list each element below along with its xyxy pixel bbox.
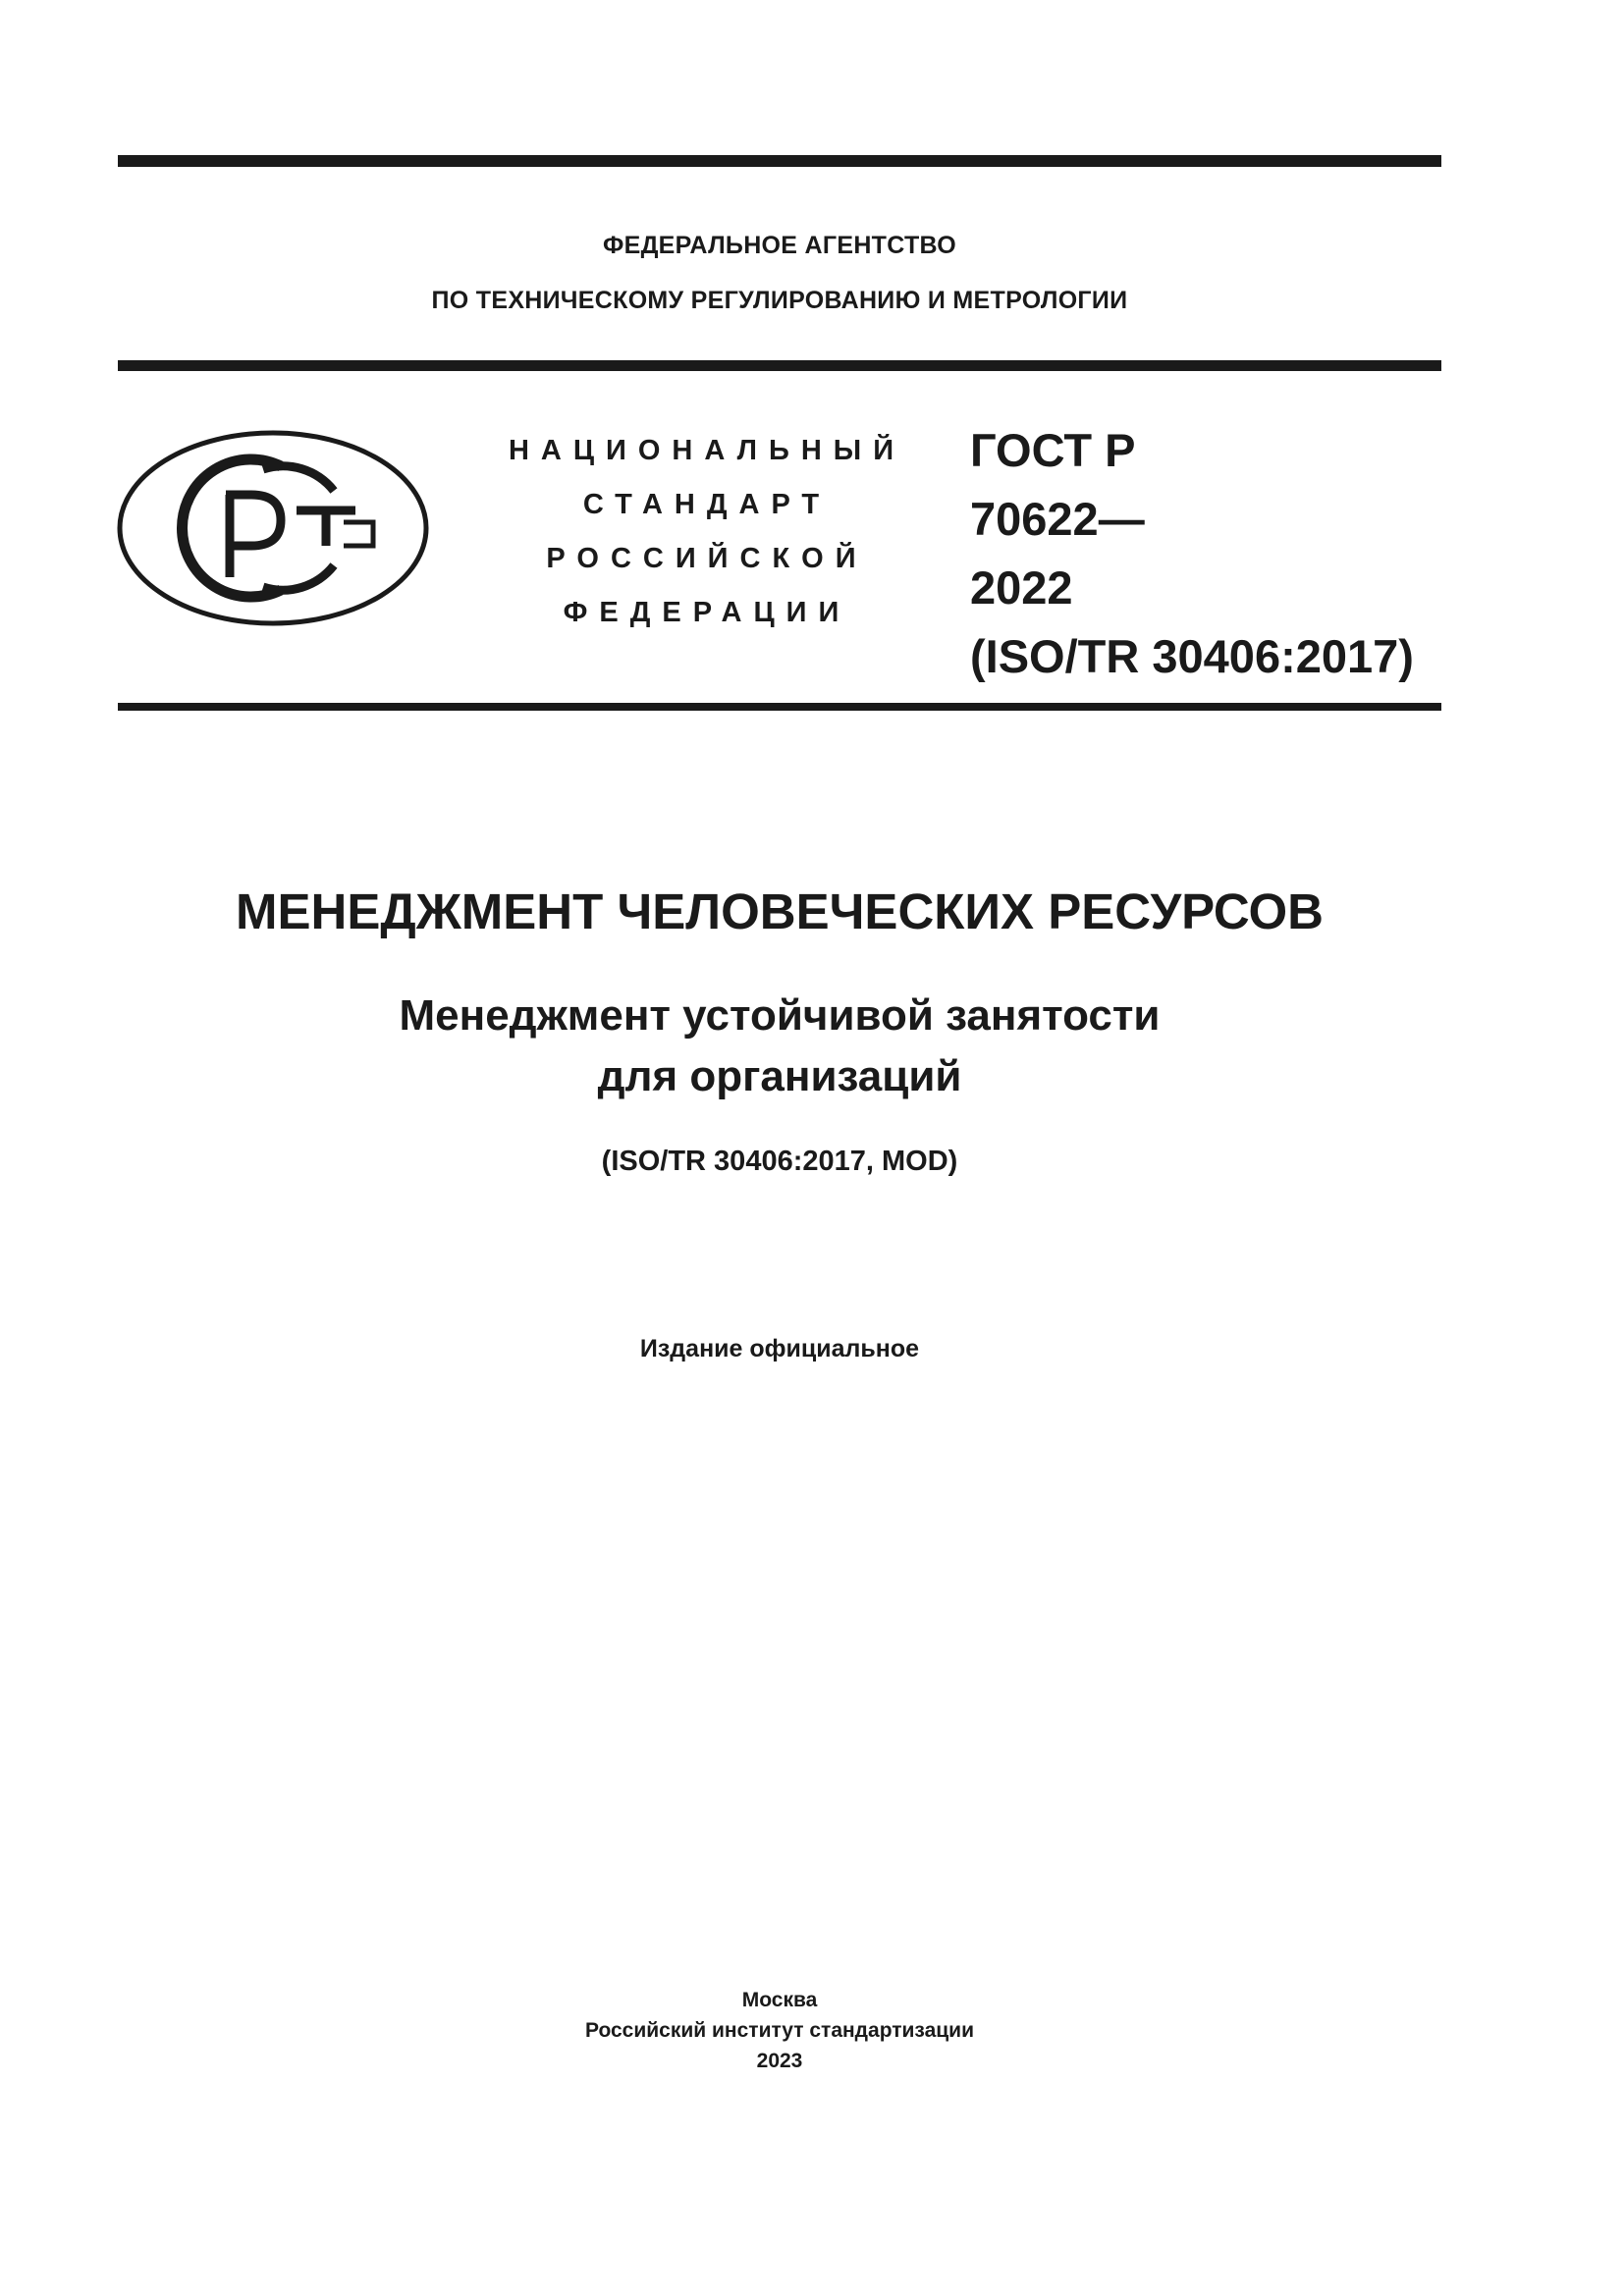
- standard-type-line-2: СТАНДАРТ: [582, 489, 832, 520]
- designation-line-1: ГОСТ Р: [970, 424, 1136, 476]
- standard-designation: [970, 416, 1414, 691]
- designation-line-3: 2022: [970, 561, 1073, 614]
- edition-label: Издание официальное: [639, 1335, 920, 1362]
- agency-name-line-1: ФЕДЕРАЛЬНОЕ АГЕНТСТВО: [602, 232, 957, 259]
- top-divider: [118, 155, 1441, 167]
- standard-type-line-1: НАЦИОНАЛЬНЫЙ: [508, 435, 906, 466]
- subtitle: [118, 986, 1441, 1107]
- rst-certification-mark-icon: [116, 430, 430, 626]
- designation-line-4: (ISO/TR 30406:2017): [970, 630, 1414, 682]
- publisher-city: Москва: [741, 1989, 818, 2011]
- standard-type-line-4: ФЕДЕРАЦИИ: [563, 597, 851, 628]
- iso-reference: (ISO/TR 30406:2017, MOD): [601, 1146, 958, 1177]
- publisher-name: Российский институт стандартизации: [584, 2019, 975, 2042]
- designation-line-2: 70622—: [970, 493, 1145, 545]
- main-title: МЕНЕДЖМЕНТ ЧЕЛОВЕЧЕСКИХ РЕСУРСОВ: [236, 883, 1324, 939]
- subtitle-line-2: для организаций: [597, 1052, 962, 1100]
- standard-type-line-3: РОССИЙСКОЙ: [546, 543, 868, 574]
- subtitle-line-1: Менеджмент устойчивой занятости: [399, 991, 1161, 1040]
- publisher-footer: [118, 1985, 1441, 2076]
- standard-type-block: [491, 424, 923, 640]
- header-bottom-divider: [118, 703, 1441, 711]
- agency-name-line-2: ПО ТЕХНИЧЕСКОМУ РЕГУЛИРОВАНИЮ И МЕТРОЛОГИИ: [431, 287, 1128, 314]
- agency-divider: [118, 360, 1441, 371]
- agency-block: [118, 218, 1441, 328]
- publication-year: 2023: [756, 2050, 803, 2072]
